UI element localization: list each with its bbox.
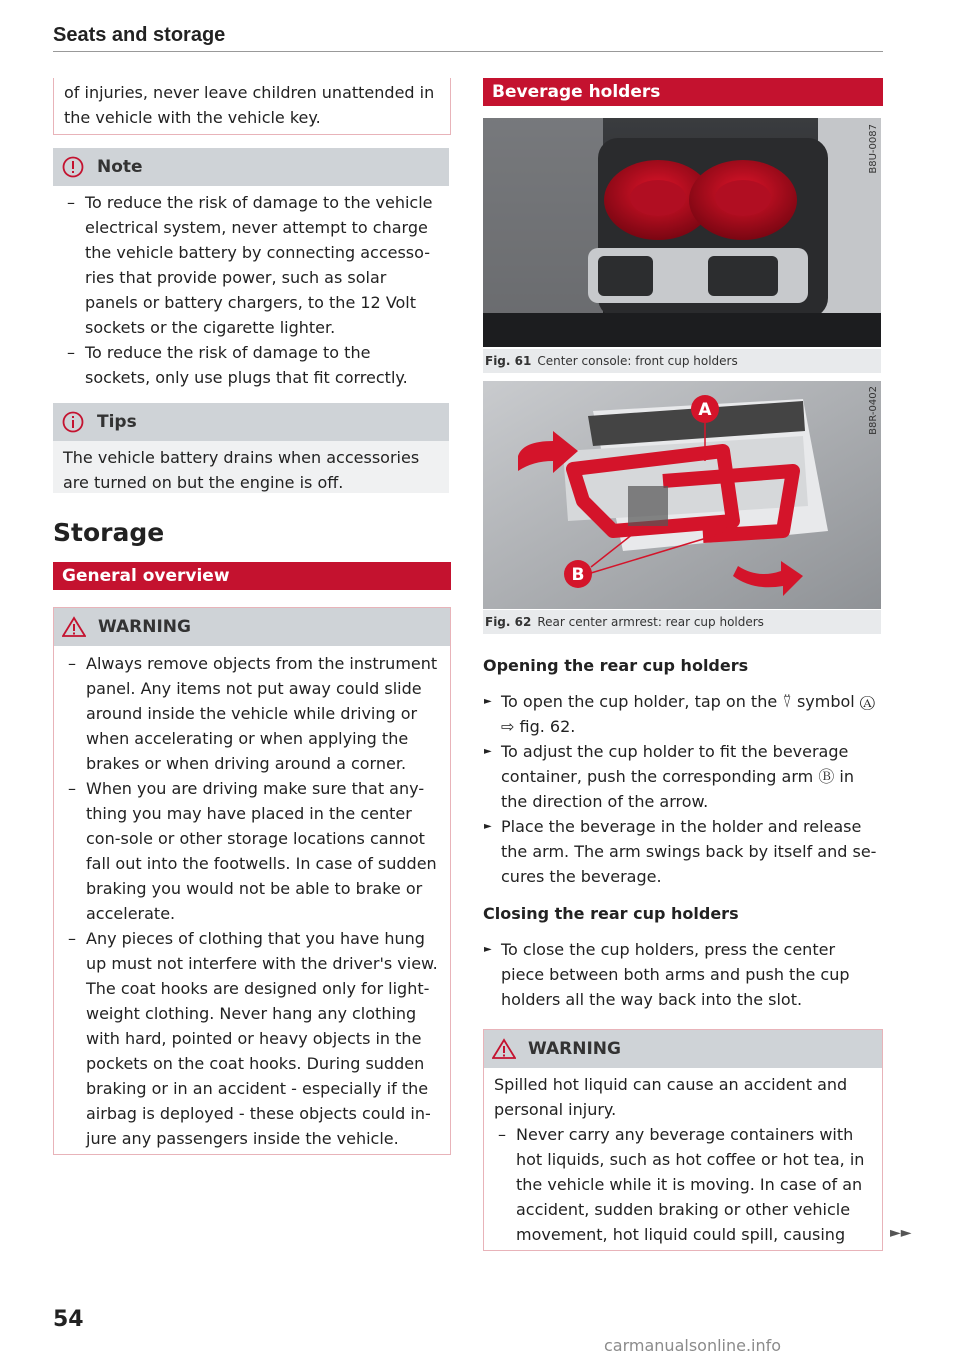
info-icon <box>61 410 85 434</box>
warning-box-right <box>483 1029 883 1251</box>
tips-text: The vehicle battery drains when accessories are turned on but the engine is off. <box>63 448 420 492</box>
page-number: 54 <box>53 1307 84 1332</box>
tips-box <box>53 403 449 493</box>
watermark: carmanualsonline.info <box>604 1336 782 1355</box>
general-overview-bar: General overview <box>53 562 451 590</box>
closing-list <box>483 937 883 1012</box>
note-body <box>53 186 449 398</box>
closing-item: ► To close the cup holders, press the center piece between both arms and push the cup holders all the way back into the slot. <box>483 937 883 1012</box>
fig62-label-b: B <box>571 565 585 585</box>
note-item: – To reduce the risk of damage to the sockets, only use plugs that fit correctly. <box>63 340 439 390</box>
warning-box-left <box>53 607 451 1155</box>
tips-header <box>53 403 449 441</box>
warning-header-right <box>484 1030 882 1068</box>
tips-body <box>53 441 449 503</box>
tips-title: Tips <box>97 412 137 432</box>
warning-title-right: WARNING <box>528 1039 621 1059</box>
continue-arrow-icon: ►► <box>890 1225 912 1241</box>
note-box <box>53 148 449 390</box>
closing-heading: Closing the rear cup holders <box>483 904 739 923</box>
warning-body-left <box>54 646 450 1159</box>
opening-item: ► Place the beverage in the holder and release the arm. The arm swings back by itself and se-cures the beverage. <box>483 814 883 889</box>
warning-header-left <box>54 608 450 646</box>
fig61-code: B8U-0087 <box>868 124 879 174</box>
warning-icon <box>62 615 86 639</box>
fig61-number: Fig. 61 <box>485 354 532 368</box>
opening-item: ► To open the cup holder, tap on the ⍢ symbol Ⓐ ⇨ fig. 62. <box>483 689 883 739</box>
opening-item: ► To adjust the cup holder to fit the beverage container, push the corresponding arm Ⓑ in the direction of the arrow. <box>483 739 883 814</box>
fig62-caption <box>483 610 881 634</box>
header-rule <box>53 51 883 52</box>
fig62-text: Rear center armrest: rear cup holders <box>537 615 764 629</box>
warning-item: – When you are driving make sure that any-thing you may have placed in the center con-sole or other storage locations cannot fall out into the footwells. In case of sudden braking you would not be able to brake or accelerate. <box>64 776 440 926</box>
fig61-caption <box>483 349 881 373</box>
fig62-code: B8R-0402 <box>868 386 879 435</box>
warning-item: – Always remove objects from the instrument panel. Any items not put away could slide around inside the vehicle while driving or when accelerating or when applying the brakes or when driving around a corner. <box>64 651 440 776</box>
warning-intro: Spilled hot liquid can cause an accident and personal injury. <box>494 1075 848 1119</box>
intro-text: of injuries, never leave children unattended in the vehicle with the vehicle key. <box>64 83 435 127</box>
warning-item: – Any pieces of clothing that you have hung up must not interfere with the driver's view. The coat hooks are designed only for light-weight clothing. Never hang any clothing with hard, pointed or heavy objects in the pockets on the coat hooks. During sudden braking or in an accident - especially if the airbag is deployed - these objects could in-jure any passengers inside the vehicle. <box>64 926 440 1151</box>
warning-body-right <box>484 1068 882 1255</box>
fig62-number: Fig. 62 <box>485 615 532 629</box>
beverage-holders-bar: Beverage holders <box>483 78 883 106</box>
fig61-text: Center console: front cup holders <box>537 354 738 368</box>
warning-icon <box>492 1037 516 1061</box>
fig61-image <box>483 118 881 347</box>
opening-list <box>483 689 883 889</box>
opening-heading: Opening the rear cup holders <box>483 656 749 675</box>
note-icon <box>61 155 85 179</box>
fig62-image <box>483 381 881 609</box>
storage-heading: Storage <box>53 518 165 547</box>
intro-box <box>53 78 451 135</box>
warning-title-left: WARNING <box>98 617 191 637</box>
note-item: – To reduce the risk of damage to the vehicle electrical system, never attempt to charge the vehicle battery by connecting accesso-ries that provide power, such as solar panels or battery chargers, to the 12 Volt sockets or the cigarette lighter. <box>63 190 439 340</box>
fig62-label-a: A <box>698 400 712 420</box>
section-header: Seats and storage <box>53 24 226 46</box>
note-title: Note <box>97 157 143 177</box>
warning-item: – Never carry any beverage containers with hot liquids, such as hot coffee or hot tea, in the vehicle while it is moving. In case of an accident, sudden braking or other vehicle movement, hot liquid could spill, causing <box>494 1122 872 1247</box>
note-header <box>53 148 449 186</box>
